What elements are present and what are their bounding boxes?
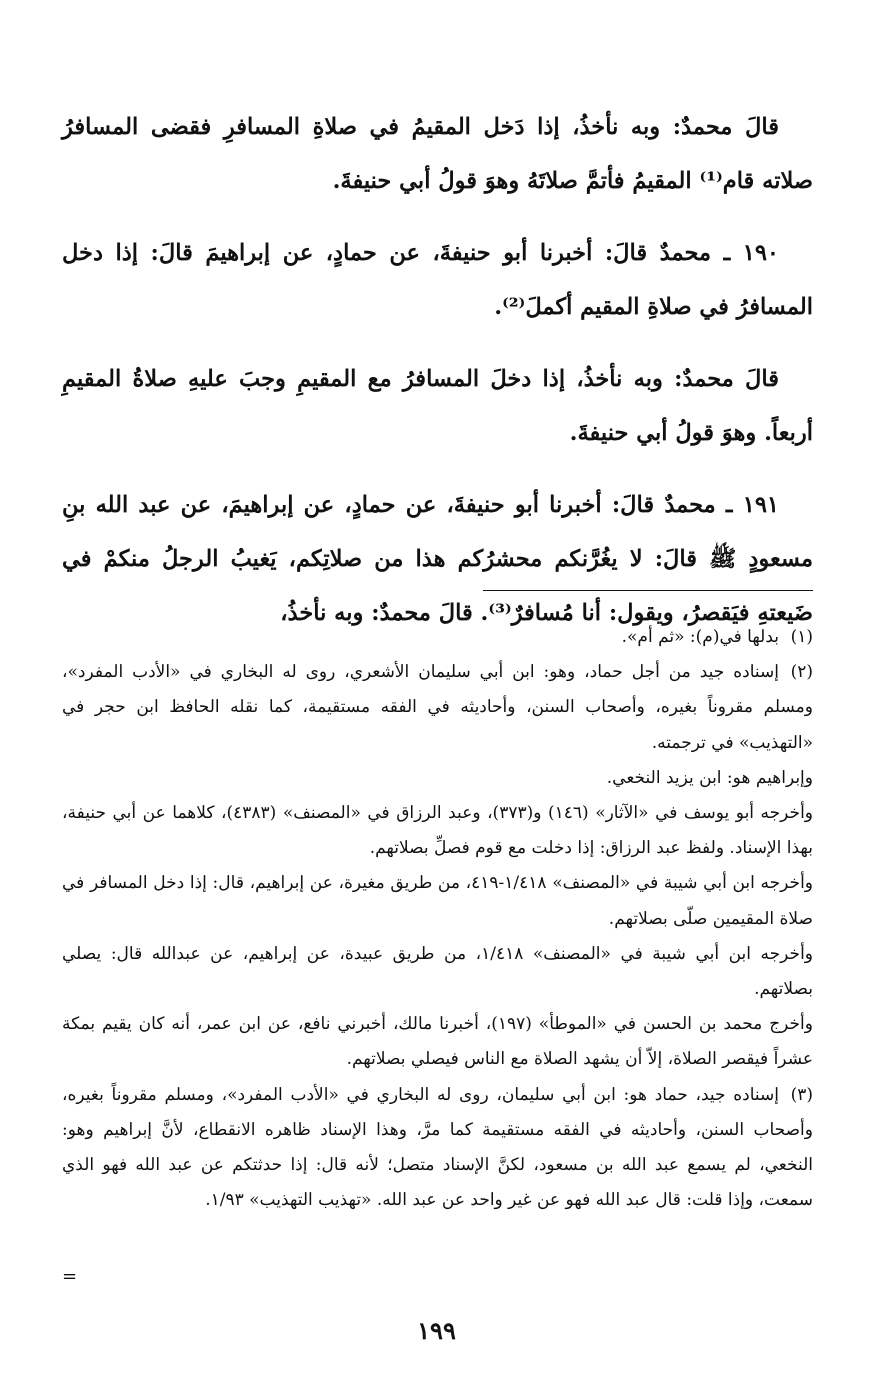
continuation-mark: = xyxy=(62,1266,78,1287)
page-number: ١٩٩ xyxy=(417,1316,456,1345)
footnote-3 xyxy=(62,1078,813,1219)
footnote-2-cont-1 xyxy=(62,761,813,796)
footnote-text: وأخرجه ابن أبي شيبة في «المصنف» ١/٤١٨، من طريق عبيدة، عن إبراهيم، عن عبدالله قال: يصلي بصلاتهم. xyxy=(62,943,814,1000)
footnote-2-cont-5 xyxy=(62,1007,813,1077)
footnote-2 xyxy=(62,655,813,761)
footnote-text: بدلها في(م): «ثم أم». xyxy=(621,627,779,647)
main-text xyxy=(62,100,813,658)
footnote-text: إسناده جيد، حماد هو: ابن أبي سليمان، روى له البخاري في «الأدب المفرد»، ومسلم مقروناً بغيره، وأصحاب السنن، وأحاديثه في الفقه مستقيمة كما مرَّ، وهذا الإسناد ظاهره الانقطاع، لأنَّ إبراهيم وهو: النخعي، لم يسمع عبد الله بن مسعود، لكنَّ الإسناد متصل؛ لأنه قال: إذا حدثتكم عن عبد الله فهو الذي سمعت، وإذا قلت: قال عبد الله فهو عن غير واحد عن عبد الله. «تهذيب التهذيب» ١/٩٣. xyxy=(62,1084,813,1211)
footnote-separator xyxy=(483,590,813,591)
footnote-number: (٣) xyxy=(790,1084,813,1105)
footnote-2-cont-2 xyxy=(62,796,813,866)
footnote-1 xyxy=(62,620,813,655)
footnote-text: وأخرجه أبو يوسف في «الآثار» (١٤٦) و(٣٧٣)، وعبد الرزاق في «المصنف» (٤٣٨٣)، كلاهما عن أبي حنيفة، بهذا الإسناد. ولفظ عبد الرزاق: إذا دخلت مع قوم فصلِّ بصلاتهم. xyxy=(62,803,813,859)
paragraph-4: ١٩١ ـ محمدٌ قالَ: أخبرنا أبو حنيفةَ، عن حمادٍ، عن إبراهيمَ، عن عبد الله بنِ مسعودٍ ﷺ قالَ: لا يغُرَّنكم محشرُكم هذا من صلاتِكم، يَغيبُ الرجلُ منكمْ في ضَيعتهِ فيَقصرُ، ويقول: أنا مُسافرٌ⁽³⁾. قالَ محمدٌ: وبه نأخذُ، xyxy=(62,492,813,626)
paragraph-2: ١٩٠ ـ محمدٌ قالَ: أخبرنا أبو حنيفةَ، عن حمادٍ، عن إبراهيمَ قالَ: إذا دخل المسافرُ في صلاةِ المقيم أكملَ⁽²⁾. xyxy=(62,240,813,320)
footnotes xyxy=(62,620,813,1218)
footnote-2-cont-3 xyxy=(62,866,813,936)
main-body xyxy=(62,100,813,640)
footnote-number: (١) xyxy=(790,627,813,647)
paragraph-1: قالَ محمدٌ: وبه نأخذُ، إذا دَخل المقيمُ في صلاةِ المسافرِ فقضى المسافرُ صلاته قام⁽¹⁾ المقيمُ فأتمَّ صلاتَهُ وهوَ قولُ أبي حنيفةَ. xyxy=(62,114,813,194)
paragraph-3: قالَ محمدٌ: وبه نأخذُ، إذا دخلَ المسافرُ مع المقيمِ وجبَ عليهِ صلاةُ المقيمِ أربعاً. وهوَ قولُ أبي حنيفةَ. xyxy=(62,366,813,446)
footnote-text: إسناده جيد من أجل حماد، وهو: ابن أبي سليمان الأشعري، روى له البخاري في «الأدب المفرد»، ومسلم مقروناً بغيره، وأصحاب السنن، وأحاديثه في الفقه مستقيمة، كما نقله الحافظ ابن حجر في «التهذيب» في ترجمته. xyxy=(62,662,813,753)
footnote-number: (٢) xyxy=(790,662,813,683)
footnote-text: وإبراهيم هو: ابن يزيد النخعي. xyxy=(606,767,813,788)
footnote-text: وأخرجه ابن أبي شيبة في «المصنف» ١/٤١٨-٤١٩، من طريق مغيرة، عن إبراهيم، قال: إذا دخل المسافر في صلاة المقيمين صلّى بصلاتهم. xyxy=(62,873,813,929)
footnote-2-cont-4 xyxy=(62,937,813,1007)
footnote-text: وأخرج محمد بن الحسن في «الموطأ» (١٩٧)، أخبرنا مالك، أخبرني نافع، عن ابن عمر، أنه كان يقيم بمكة عشراً فيقصر الصلاة، إلاّ أن يشهد الصلاة مع الناس فيصلي بصلاتهم. xyxy=(62,1014,813,1070)
